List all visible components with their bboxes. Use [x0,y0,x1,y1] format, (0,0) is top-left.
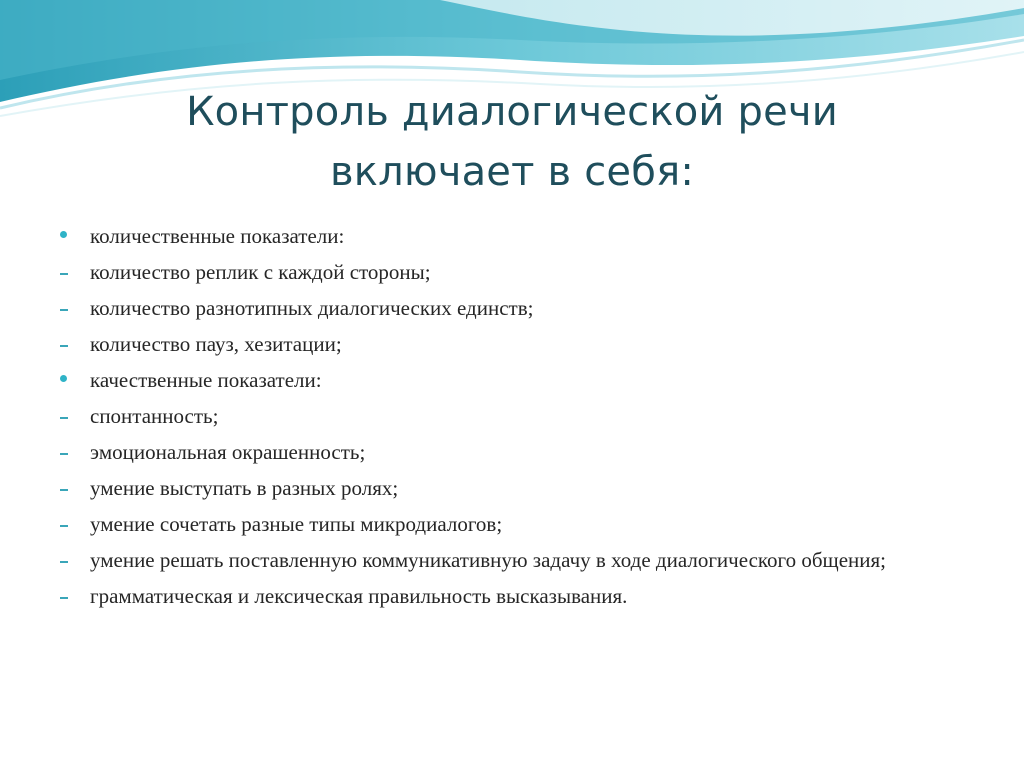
dash-icon [58,402,78,430]
dash-icon [58,258,78,286]
list-item-text: умение выступать в разных ролях; [90,476,399,500]
slide-title [0,82,1024,202]
dash-icon [58,330,78,358]
list-item [58,438,978,466]
list-item-text: количество разнотипных диалогических единств; [90,296,534,320]
dash-icon [58,510,78,538]
dash-icon [58,438,78,466]
dash-icon [58,546,78,574]
list-item [58,546,978,574]
list-item-text: количество реплик с каждой стороны; [90,260,431,284]
list-item [58,222,978,250]
bullet-icon [58,366,78,394]
title-line-2: включает в себя: [329,149,695,195]
list-item [58,474,978,502]
list-item [58,582,978,610]
dash-icon [58,294,78,322]
list-item-text: грамматическая и лексическая правильность высказывания. [90,584,628,608]
list-item-text: качественные показатели: [90,368,322,392]
list-item-text: количество пауз, хезитации; [90,332,342,356]
bullet-list [58,222,978,618]
title-line-1: Контроль диалогической речи [186,89,838,135]
list-item [58,402,978,430]
list-item-text: количественные показатели: [90,224,345,248]
dash-icon [58,582,78,610]
list-item [58,258,978,286]
list-item [58,294,978,322]
list-item-text: умение решать поставленную коммуникативную задачу в ходе диалогического общения; [90,548,887,572]
bullet-icon [58,222,78,250]
dash-icon [58,474,78,502]
list-item-text: эмоциональная окрашенность; [90,440,366,464]
list-item-text: умение сочетать разные типы микродиалогов; [90,512,503,536]
list-item-text: спонтанность; [90,404,219,428]
list-item [58,510,978,538]
list-item [58,330,978,358]
list-item [58,366,978,394]
